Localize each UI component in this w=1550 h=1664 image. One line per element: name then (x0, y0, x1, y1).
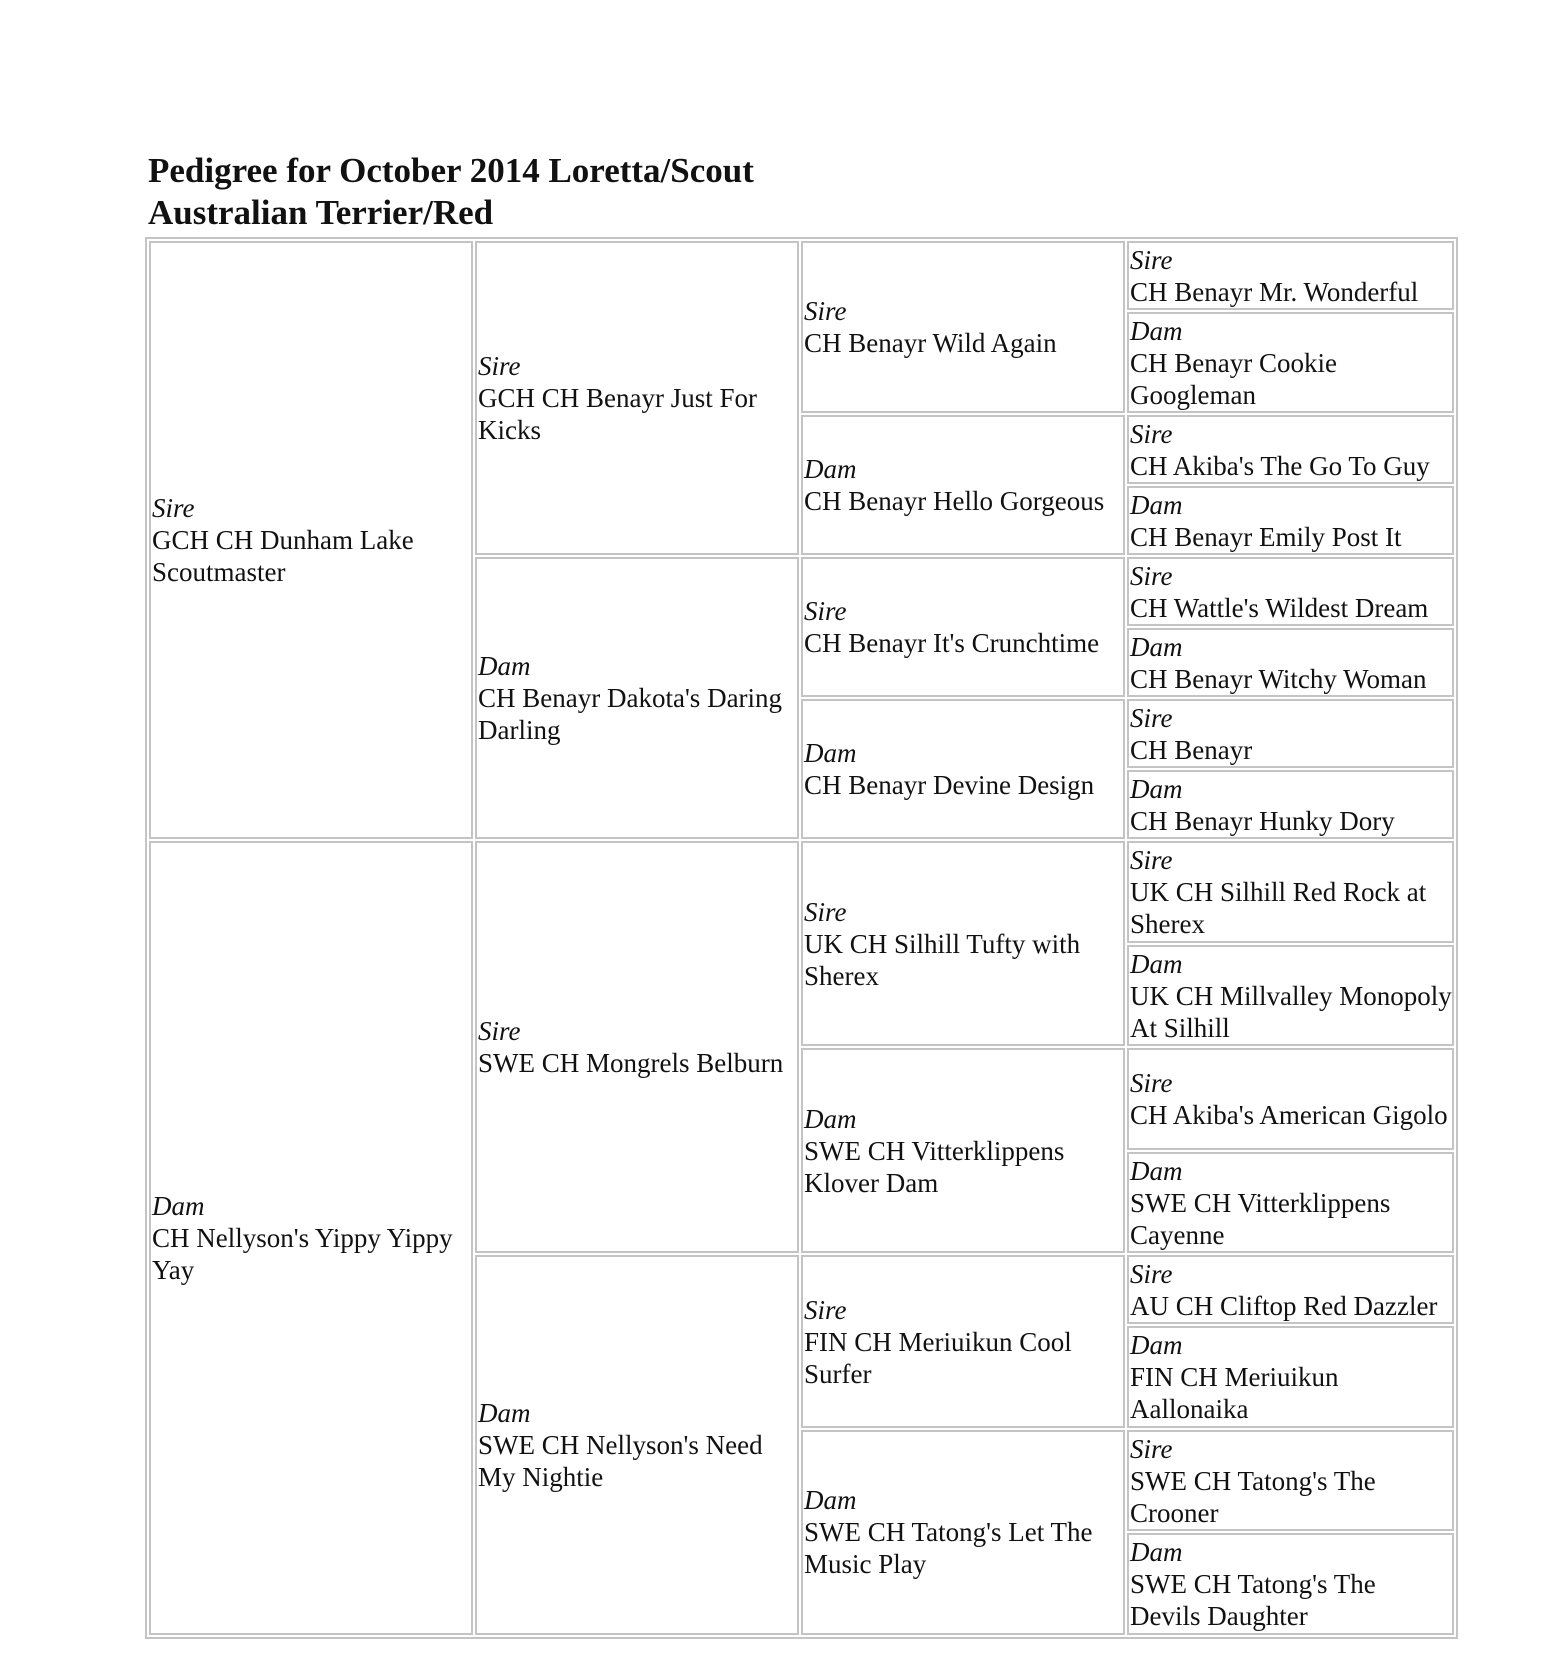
role-label: Dam (804, 1103, 857, 1134)
dog-name: SWE CH Tatong's The Devils Daughter (1130, 1569, 1376, 1632)
dog-name: CH Benayr Witchy Woman (1130, 663, 1427, 694)
dog-name: CH Benayr Hunky Dory (1130, 805, 1395, 836)
dog-name: SWE CH Mongrels Belburn (478, 1048, 784, 1079)
pedigree-cell-dam-dam (475, 1255, 799, 1635)
role-label: Sire (478, 1016, 521, 1047)
dog-name: CH Akiba's American Gigolo (1130, 1100, 1448, 1131)
dog-name: SWE CH Vitterklippens Cayenne (1130, 1187, 1391, 1250)
pedigree-cell-sire-dam (475, 557, 799, 839)
pedigree-table (145, 237, 1458, 1639)
dog-name: CH Benayr Cookie Googleman (1130, 347, 1337, 410)
pedigree-cell-dam-sire-dam-sire (1127, 1048, 1454, 1149)
pedigree-cell-dam-sire-sire-sire (1127, 841, 1454, 942)
dog-name: CH Nellyson's Yippy Yippy Yay (152, 1223, 453, 1286)
dog-name: FIN CH Meriuikun Aallonaika (1130, 1362, 1339, 1425)
pedigree-cell-dam-sire-dam-dam (1127, 1152, 1454, 1253)
pedigree-cell-dam (149, 841, 473, 1635)
role-label: Dam (1130, 489, 1183, 520)
pedigree-cell-dam-dam-sire-dam (1127, 1326, 1454, 1427)
pedigree-cell-sire-dam-sire-dam (1127, 628, 1454, 697)
role-label: Dam (478, 1398, 531, 1429)
pedigree-cell-sire-dam-dam-sire (1127, 699, 1454, 768)
dog-name: SWE CH Nellyson's Need My Nightie (478, 1430, 763, 1493)
role-label: Dam (1130, 948, 1183, 979)
pedigree-cell-sire-sire-sire (801, 241, 1125, 413)
page-title-line1: Pedigree for October 2014 Loretta/Scout (148, 151, 754, 190)
dog-name: CH Akiba's The Go To Guy (1130, 450, 1430, 481)
role-label: Dam (1130, 1155, 1183, 1186)
role-label: Sire (478, 351, 521, 382)
pedigree-cell-dam-dam-dam-sire (1127, 1430, 1454, 1531)
role-label: Sire (804, 1294, 847, 1325)
pedigree-cell-sire-sire-dam-dam (1127, 486, 1454, 555)
dog-name: SWE CH Tatong's The Crooner (1130, 1465, 1376, 1528)
pedigree-cell-dam-dam-dam (801, 1430, 1125, 1635)
role-label: Sire (804, 596, 847, 627)
dog-name: UK CH Millvalley Monopoly At Silhill (1130, 980, 1452, 1043)
dog-name: CH Benayr Devine Design (804, 770, 1095, 801)
pedigree-cell-dam-sire-sire-dam (1127, 945, 1454, 1046)
role-label: Dam (1130, 631, 1183, 662)
pedigree-cell-sire-sire (475, 241, 799, 555)
role-label: Dam (1130, 315, 1183, 346)
dog-name: FIN CH Meriuikun Cool Surfer (804, 1326, 1072, 1389)
dog-name: AU CH Cliftop Red Dazzler (1130, 1290, 1438, 1321)
role-label: Sire (152, 493, 195, 524)
pedigree-cell-dam-sire-dam (801, 1048, 1125, 1253)
dog-name: CH Benayr It's Crunchtime (804, 628, 1100, 659)
pedigree-cell-sire-sire-sire-dam (1127, 312, 1454, 413)
dog-name: GCH CH Benayr Just For Kicks (478, 383, 758, 446)
pedigree-cell-sire-dam-sire (801, 557, 1125, 697)
pedigree-cell-sire-sire-sire-sire (1127, 241, 1454, 310)
dog-name: CH Wattle's Wildest Dream (1130, 592, 1429, 623)
page-title-line2: Australian Terrier/Red (148, 193, 494, 232)
role-label: Sire (1130, 418, 1173, 449)
pedigree-cell-dam-dam-sire-sire (1127, 1255, 1454, 1324)
dog-name: SWE CH Tatong's Let The Music Play (804, 1517, 1093, 1580)
role-label: Sire (804, 896, 847, 927)
role-label: Dam (1130, 773, 1183, 804)
pedigree-cell-sire-sire-dam-sire (1127, 415, 1454, 484)
dog-name: CH Benayr Dakota's Daring Darling (478, 683, 783, 746)
dog-name: UK CH Silhill Red Rock at Sherex (1130, 877, 1427, 940)
role-label: Dam (478, 651, 531, 682)
dog-name: CH Benayr Hello Gorgeous (804, 486, 1105, 517)
pedigree-cell-dam-sire (475, 841, 799, 1253)
role-label: Sire (804, 296, 847, 327)
role-label: Sire (1130, 1258, 1173, 1289)
role-label: Sire (1130, 1433, 1173, 1464)
role-label: Sire (1130, 244, 1173, 275)
pedigree-cell-sire-dam-dam (801, 699, 1125, 839)
role-label: Dam (804, 738, 857, 769)
role-label: Sire (1130, 702, 1173, 733)
dog-name: CH Benayr Emily Post It (1130, 521, 1402, 552)
pedigree-cell-dam-dam-sire (801, 1255, 1125, 1427)
dog-name: UK CH Silhill Tufty with Sherex (804, 928, 1081, 991)
dog-name: GCH CH Dunham Lake Scoutmaster (152, 525, 414, 588)
dog-name: SWE CH Vitterklippens Klover Dam (804, 1135, 1065, 1198)
role-label: Dam (804, 454, 857, 485)
pedigree-cell-sire (149, 241, 473, 839)
role-label: Sire (1130, 845, 1173, 876)
pedigree-cell-sire-dam-sire-sire (1127, 557, 1454, 626)
role-label: Sire (1130, 560, 1173, 591)
dog-name: CH Benayr Mr. Wonderful (1130, 276, 1419, 307)
role-label: Dam (1130, 1330, 1183, 1361)
pedigree-cell-sire-dam-dam-dam (1127, 770, 1454, 839)
pedigree-cell-sire-sire-dam (801, 415, 1125, 555)
role-label: Dam (1130, 1537, 1183, 1568)
pedigree-cell-dam-dam-dam-dam (1127, 1533, 1454, 1635)
dog-name: CH Benayr Wild Again (804, 328, 1057, 359)
page-title (148, 150, 754, 234)
role-label: Dam (804, 1485, 857, 1516)
role-label: Sire (1130, 1068, 1173, 1099)
role-label: Dam (152, 1191, 205, 1222)
dog-name: CH Benayr (1130, 734, 1253, 765)
pedigree-cell-dam-sire-sire (801, 841, 1125, 1046)
